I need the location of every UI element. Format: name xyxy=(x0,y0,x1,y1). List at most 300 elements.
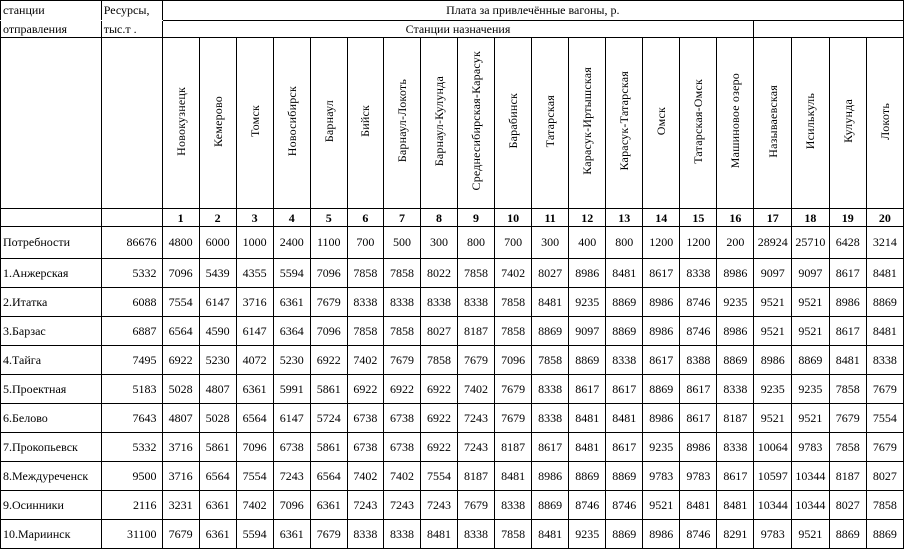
resources-header-line1: Ресурсы, xyxy=(101,1,162,21)
cell-value: 8481 xyxy=(532,288,569,317)
destination-index-14: 14 xyxy=(643,209,680,227)
cell-value: 8481 xyxy=(532,520,569,549)
cell-value: 8388 xyxy=(680,346,717,375)
cell-value: 3716 xyxy=(236,288,273,317)
cell-value: 28924 xyxy=(754,227,792,259)
cell-value: 7858 xyxy=(347,317,383,346)
cell-value: 1000 xyxy=(236,227,273,259)
cell-value: 9097 xyxy=(754,259,792,288)
cell-value: 6922 xyxy=(383,375,420,404)
table-row xyxy=(1,491,904,520)
destination-name-text: Барнаул xyxy=(321,99,336,143)
cell-value: 4355 xyxy=(236,259,273,288)
cell-value: 4800 xyxy=(162,227,199,259)
destination-name-text: Карасук-Иртышская xyxy=(580,67,595,175)
cell-value: 8869 xyxy=(866,520,903,549)
station-label: Потребности xyxy=(1,227,102,259)
cell-value: 9235 xyxy=(717,288,754,317)
destination-index-15: 15 xyxy=(680,209,717,227)
cell-value: 8187 xyxy=(717,404,754,433)
station-label: 1.Анжерская xyxy=(1,259,102,288)
cell-value: 500 xyxy=(383,227,420,259)
cell-value: 9521 xyxy=(754,288,792,317)
cell-value: 7858 xyxy=(829,375,866,404)
cell-value: 800 xyxy=(606,227,643,259)
cell-value: 8746 xyxy=(606,491,643,520)
cell-value: 7679 xyxy=(458,346,495,375)
cell-value: 3231 xyxy=(162,491,199,520)
cell-value: 9521 xyxy=(754,404,792,433)
cell-value: 8617 xyxy=(829,259,866,288)
cell-value: 7554 xyxy=(420,462,457,491)
destination-name-text: Бийск xyxy=(358,105,373,137)
cell-value: 3716 xyxy=(162,433,199,462)
cell-value: 7096 xyxy=(310,317,347,346)
index-row-blank-station xyxy=(1,209,102,227)
cell-value: 25710 xyxy=(792,227,830,259)
cell-value: 6738 xyxy=(347,433,383,462)
destination-index-11: 11 xyxy=(532,209,569,227)
cell-value: 8869 xyxy=(532,491,569,520)
cell-value: 8481 xyxy=(606,259,643,288)
table-row xyxy=(1,259,904,288)
cell-value: 6428 xyxy=(829,227,866,259)
station-label: 5.Проектная xyxy=(1,375,102,404)
cell-value: 7402 xyxy=(383,462,420,491)
resources-value: 2116 xyxy=(101,491,162,520)
cell-value: 8338 xyxy=(532,375,569,404)
cell-value: 8617 xyxy=(680,375,717,404)
destination-name-text: Новосибирск xyxy=(284,85,299,157)
cell-value: 8617 xyxy=(829,317,866,346)
destination-name-13 xyxy=(606,38,643,209)
cell-value: 8187 xyxy=(458,317,495,346)
cell-value: 4807 xyxy=(199,375,236,404)
cell-value: 7096 xyxy=(236,433,273,462)
station-label: 9.Осинники xyxy=(1,491,102,520)
cell-value: 8027 xyxy=(420,317,457,346)
cell-value: 5594 xyxy=(273,259,310,288)
cell-value: 7858 xyxy=(347,259,383,288)
cell-value: 3214 xyxy=(866,227,903,259)
table-row xyxy=(1,520,904,549)
cell-value: 300 xyxy=(532,227,569,259)
cell-value: 8986 xyxy=(754,346,792,375)
cell-value: 6564 xyxy=(162,317,199,346)
cell-value: 7858 xyxy=(420,346,457,375)
cell-value: 7858 xyxy=(495,317,532,346)
cell-value: 8027 xyxy=(829,491,866,520)
cell-value: 400 xyxy=(569,227,606,259)
cell-value: 8746 xyxy=(680,520,717,549)
cell-value: 8617 xyxy=(643,346,680,375)
destination-name-text: Кулунда xyxy=(840,99,855,143)
cell-value: 4072 xyxy=(236,346,273,375)
cell-value: 6738 xyxy=(273,433,310,462)
table-row xyxy=(1,433,904,462)
cell-value: 8338 xyxy=(680,259,717,288)
cell-value: 8986 xyxy=(643,317,680,346)
destination-index-16: 16 xyxy=(717,209,754,227)
cell-value: 6364 xyxy=(273,317,310,346)
cell-value: 8338 xyxy=(458,288,495,317)
destination-name-7 xyxy=(383,38,420,209)
cell-value: 8338 xyxy=(383,288,420,317)
destination-index-7: 7 xyxy=(383,209,420,227)
cell-value: 9235 xyxy=(569,520,606,549)
resources-value: 7643 xyxy=(101,404,162,433)
cell-value: 9783 xyxy=(754,520,792,549)
cell-value: 7679 xyxy=(458,491,495,520)
cell-value: 7679 xyxy=(383,346,420,375)
cell-value: 7096 xyxy=(273,491,310,520)
cell-value: 9783 xyxy=(792,433,830,462)
cell-value: 7243 xyxy=(273,462,310,491)
cell-value: 8617 xyxy=(606,375,643,404)
table-row xyxy=(1,404,904,433)
destination-name-17 xyxy=(754,38,792,209)
cell-value: 200 xyxy=(717,227,754,259)
cell-value: 8746 xyxy=(680,288,717,317)
cell-value: 5028 xyxy=(162,375,199,404)
destination-name-5 xyxy=(310,38,347,209)
cell-value: 9521 xyxy=(643,491,680,520)
cell-value: 8746 xyxy=(569,491,606,520)
cell-value: 8986 xyxy=(680,433,717,462)
cell-value: 6361 xyxy=(310,491,347,520)
station-header-line2: отправления xyxy=(1,21,102,38)
cell-value: 8869 xyxy=(829,520,866,549)
destination-name-text: Барнаул-Локоть xyxy=(394,79,409,163)
cell-value: 8869 xyxy=(569,346,606,375)
cell-value: 8869 xyxy=(606,462,643,491)
destination-name-10 xyxy=(495,38,532,209)
destination-index-8: 8 xyxy=(420,209,457,227)
cell-value: 5991 xyxy=(273,375,310,404)
cell-value: 6147 xyxy=(273,404,310,433)
cell-value: 8617 xyxy=(643,259,680,288)
cell-value: 6147 xyxy=(236,317,273,346)
cell-value: 8187 xyxy=(829,462,866,491)
station-label: 7.Прокопьевск xyxy=(1,433,102,462)
destination-name-11 xyxy=(532,38,569,209)
cell-value: 7554 xyxy=(162,288,199,317)
cell-value: 7858 xyxy=(829,433,866,462)
destination-name-9 xyxy=(458,38,495,209)
station-label: 4.Тайга xyxy=(1,346,102,375)
cell-value: 5028 xyxy=(199,404,236,433)
cell-value: 7858 xyxy=(383,317,420,346)
destination-index-20: 20 xyxy=(866,209,903,227)
cell-value: 6361 xyxy=(236,375,273,404)
cell-value: 8481 xyxy=(495,462,532,491)
cell-value: 8338 xyxy=(717,433,754,462)
name-row-blank-station xyxy=(1,38,102,209)
destination-name-text: Среднесибирская-Карасук xyxy=(469,51,484,191)
resources-value: 6088 xyxy=(101,288,162,317)
cell-value: 8869 xyxy=(606,317,643,346)
cell-value: 6361 xyxy=(273,288,310,317)
destination-name-text: Томск xyxy=(247,105,262,137)
cell-value: 8338 xyxy=(458,520,495,549)
cell-value: 8746 xyxy=(680,317,717,346)
destination-name-6 xyxy=(347,38,383,209)
cell-value: 8481 xyxy=(829,346,866,375)
cell-value: 8869 xyxy=(532,317,569,346)
cell-value: 7679 xyxy=(866,433,903,462)
cell-value: 8617 xyxy=(717,462,754,491)
destination-name-2 xyxy=(199,38,236,209)
cell-value: 8869 xyxy=(643,375,680,404)
cell-value: 10597 xyxy=(754,462,792,491)
cell-value: 7679 xyxy=(495,404,532,433)
resources-value: 5332 xyxy=(101,259,162,288)
resources-value: 5332 xyxy=(101,433,162,462)
cell-value: 8617 xyxy=(569,375,606,404)
cell-value: 10344 xyxy=(754,491,792,520)
cell-value: 2400 xyxy=(273,227,310,259)
cell-value: 7679 xyxy=(829,404,866,433)
table-row xyxy=(1,317,904,346)
cell-value: 8338 xyxy=(495,491,532,520)
cell-value: 9235 xyxy=(643,433,680,462)
cell-value: 7858 xyxy=(495,288,532,317)
cell-value: 8481 xyxy=(569,404,606,433)
cell-value: 5594 xyxy=(236,520,273,549)
destination-index-10: 10 xyxy=(495,209,532,227)
cell-value: 8869 xyxy=(606,520,643,549)
cell-value: 9097 xyxy=(569,317,606,346)
resources-value: 7495 xyxy=(101,346,162,375)
destination-name-8 xyxy=(420,38,457,209)
cell-value: 8338 xyxy=(717,375,754,404)
cell-value: 8481 xyxy=(569,433,606,462)
cell-value: 8986 xyxy=(569,259,606,288)
destination-name-text: Татарская-Омск xyxy=(691,78,706,164)
name-row-blank-resources xyxy=(101,38,162,209)
resources-value: 31100 xyxy=(101,520,162,549)
cell-value: 8986 xyxy=(717,259,754,288)
destination-name-text: Локоть xyxy=(877,102,892,140)
cell-value: 9521 xyxy=(792,404,830,433)
destination-index-9: 9 xyxy=(458,209,495,227)
cell-value: 8481 xyxy=(717,491,754,520)
destination-index-19: 19 xyxy=(829,209,866,227)
cell-value: 8338 xyxy=(866,346,903,375)
destination-name-text: Карасук-Татарская xyxy=(617,71,632,171)
cell-value: 8481 xyxy=(680,491,717,520)
cell-value: 5230 xyxy=(199,346,236,375)
cell-value: 7402 xyxy=(347,462,383,491)
cell-value: 7858 xyxy=(495,520,532,549)
cell-value: 300 xyxy=(420,227,457,259)
cell-value: 6738 xyxy=(383,404,420,433)
resources-header-line2: тыс.т . xyxy=(101,21,162,38)
payment-title: Плата за привлечённые вагоны, р. xyxy=(162,1,903,21)
cell-value: 8481 xyxy=(420,520,457,549)
resources-value: 5183 xyxy=(101,375,162,404)
cell-value: 8027 xyxy=(866,462,903,491)
cell-value: 7858 xyxy=(866,491,903,520)
cell-value: 8481 xyxy=(606,404,643,433)
destination-name-text: Машиновое озеро xyxy=(728,73,743,169)
cell-value: 6564 xyxy=(310,462,347,491)
destination-name-18 xyxy=(792,38,830,209)
cell-value: 1100 xyxy=(310,227,347,259)
destination-name-text: Татарская xyxy=(543,94,558,148)
cell-value: 8338 xyxy=(606,346,643,375)
cell-value: 8869 xyxy=(606,288,643,317)
cell-value: 7402 xyxy=(236,491,273,520)
cell-value: 5861 xyxy=(310,433,347,462)
cell-value: 9521 xyxy=(792,288,830,317)
cell-value: 9235 xyxy=(754,375,792,404)
cell-value: 8869 xyxy=(866,288,903,317)
destination-index-6: 6 xyxy=(347,209,383,227)
destination-name-12 xyxy=(569,38,606,209)
cell-value: 7679 xyxy=(310,288,347,317)
cell-value: 9235 xyxy=(792,375,830,404)
cell-value: 800 xyxy=(458,227,495,259)
destination-index-17: 17 xyxy=(754,209,792,227)
cell-value: 5861 xyxy=(310,375,347,404)
cell-value: 6922 xyxy=(420,433,457,462)
cell-value: 8481 xyxy=(866,259,903,288)
cell-value: 7096 xyxy=(162,259,199,288)
cell-value: 6922 xyxy=(310,346,347,375)
resources-value: 6887 xyxy=(101,317,162,346)
cell-value: 7243 xyxy=(383,491,420,520)
cell-value: 9521 xyxy=(754,317,792,346)
cell-value: 9521 xyxy=(792,317,830,346)
cell-value: 8986 xyxy=(829,288,866,317)
destination-name-14 xyxy=(643,38,680,209)
cell-value: 7858 xyxy=(383,259,420,288)
table-row xyxy=(1,288,904,317)
destination-index-13: 13 xyxy=(606,209,643,227)
destination-name-16 xyxy=(717,38,754,209)
cell-value: 6738 xyxy=(383,433,420,462)
cell-value: 1200 xyxy=(680,227,717,259)
cell-value: 7858 xyxy=(458,259,495,288)
table-row xyxy=(1,462,904,491)
cell-value: 10064 xyxy=(754,433,792,462)
cell-value: 4807 xyxy=(162,404,199,433)
cell-value: 9783 xyxy=(680,462,717,491)
station-label: 2.Итатка xyxy=(1,288,102,317)
destination-name-19 xyxy=(829,38,866,209)
cell-value: 7554 xyxy=(866,404,903,433)
cell-value: 5230 xyxy=(273,346,310,375)
cell-value: 8617 xyxy=(532,433,569,462)
cell-value: 6922 xyxy=(347,375,383,404)
destination-name-text: Исилькуль xyxy=(803,92,818,150)
cell-value: 5439 xyxy=(199,259,236,288)
cell-value: 700 xyxy=(347,227,383,259)
destination-name-15 xyxy=(680,38,717,209)
cell-value: 9097 xyxy=(792,259,830,288)
cell-value: 9783 xyxy=(643,462,680,491)
destination-name-text: Новокузнецк xyxy=(173,86,188,156)
destination-name-3 xyxy=(236,38,273,209)
cell-value: 7679 xyxy=(162,520,199,549)
cell-value: 5724 xyxy=(310,404,347,433)
cell-value: 7096 xyxy=(495,346,532,375)
destination-name-text: Барабинск xyxy=(506,93,521,149)
cell-value: 8187 xyxy=(495,433,532,462)
destination-name-4 xyxy=(273,38,310,209)
cell-value: 8022 xyxy=(420,259,457,288)
cell-value: 6361 xyxy=(199,491,236,520)
resources-value: 86676 xyxy=(101,227,162,259)
cell-value: 7402 xyxy=(458,375,495,404)
cell-value: 8986 xyxy=(717,317,754,346)
cell-value: 6922 xyxy=(420,375,457,404)
cell-value: 7243 xyxy=(347,491,383,520)
cell-value: 9235 xyxy=(569,288,606,317)
destination-name-text: Барнаул-Кулунда xyxy=(432,75,446,167)
cell-value: 8986 xyxy=(643,404,680,433)
destination-name-20 xyxy=(866,38,903,209)
cell-value: 8338 xyxy=(420,288,457,317)
demand-row xyxy=(1,227,904,259)
destinations-title: Станции назначения xyxy=(162,21,754,38)
station-label: 8.Междуреченск xyxy=(1,462,102,491)
destination-name-text: Называевская xyxy=(765,84,780,158)
resources-value: 9500 xyxy=(101,462,162,491)
cell-value: 7554 xyxy=(236,462,273,491)
destination-index-12: 12 xyxy=(569,209,606,227)
cell-value: 7243 xyxy=(458,433,495,462)
cell-value: 8986 xyxy=(643,288,680,317)
cell-value: 7679 xyxy=(310,520,347,549)
cell-value: 7243 xyxy=(420,491,457,520)
cell-value: 5861 xyxy=(199,433,236,462)
cell-value: 8338 xyxy=(347,288,383,317)
cell-value: 700 xyxy=(495,227,532,259)
cell-value: 8869 xyxy=(569,462,606,491)
table-row xyxy=(1,375,904,404)
index-row-blank-resources xyxy=(101,209,162,227)
cell-value: 7402 xyxy=(495,259,532,288)
destination-name-text: Омск xyxy=(654,106,669,136)
cell-value: 7858 xyxy=(532,346,569,375)
destination-index-3: 3 xyxy=(236,209,273,227)
cell-value: 10344 xyxy=(792,491,830,520)
destination-name-1 xyxy=(162,38,199,209)
cell-value: 8338 xyxy=(532,404,569,433)
cell-value: 6564 xyxy=(236,404,273,433)
destinations-title-blank xyxy=(754,21,904,38)
cell-value: 6000 xyxy=(199,227,236,259)
cell-value: 1200 xyxy=(643,227,680,259)
cell-value: 8338 xyxy=(383,520,420,549)
cell-value: 10344 xyxy=(792,462,830,491)
cell-value: 8291 xyxy=(717,520,754,549)
cell-value: 8027 xyxy=(532,259,569,288)
destination-index-2: 2 xyxy=(199,209,236,227)
destination-index-18: 18 xyxy=(792,209,830,227)
cell-value: 9521 xyxy=(792,520,830,549)
cell-value: 6564 xyxy=(199,462,236,491)
destination-index-1: 1 xyxy=(162,209,199,227)
destination-index-4: 4 xyxy=(273,209,310,227)
cell-value: 8869 xyxy=(792,346,830,375)
cell-value: 3716 xyxy=(162,462,199,491)
cell-value: 8617 xyxy=(606,433,643,462)
cell-value: 8617 xyxy=(680,404,717,433)
cell-value: 7243 xyxy=(458,404,495,433)
